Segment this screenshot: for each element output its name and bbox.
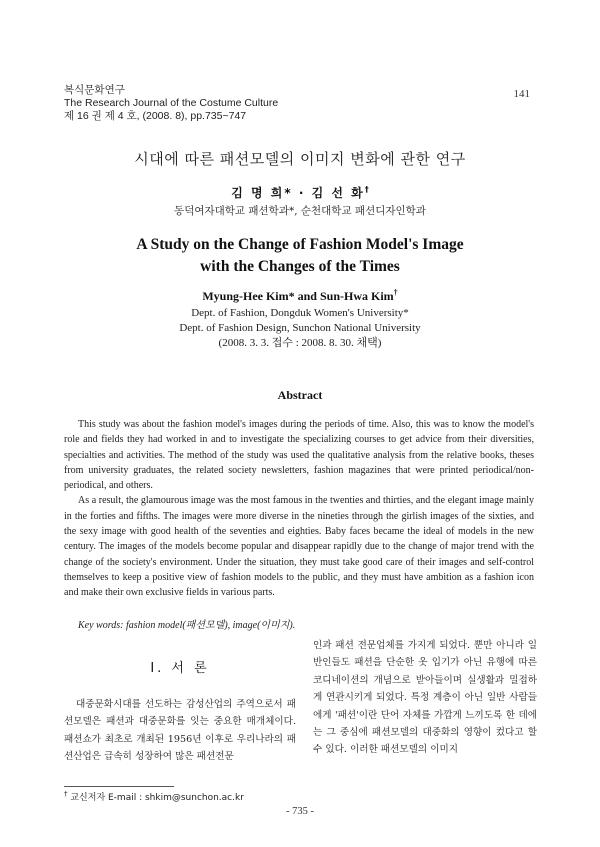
received-accepted-dates: (2008. 3. 3. 접수 : 2008. 8. 30. 채택): [218, 337, 382, 349]
abstract-paragraph-1: This study was about the fashion model's images during the periods of time. Also, this was to know the model's role and fields they had worked in and to investigate the specializing courses to get advice from their diversities, specialties and activities. The method of the study was used the qualitative analysis from the relative books, theses from university graduates, the related society newsletters, fashion magazines that were printed periodical/non-periodical, and others.: [64, 419, 534, 492]
keywords: Key words: fashion model(패션모델), image(이미지).: [78, 620, 296, 631]
abstract-body: [64, 417, 534, 601]
affiliation-korean: 동덕여자대학교 패션학과*, 순천대학교 패션디자인학과: [174, 205, 426, 217]
authors-korean: [0, 184, 600, 201]
journal-korean-name: 복식문화연구: [64, 84, 125, 96]
journal-header: [64, 84, 278, 123]
column-right: [313, 637, 537, 759]
abstract-heading: Abstract: [277, 388, 323, 402]
body-text-right: [313, 637, 537, 759]
footnote: [64, 790, 244, 803]
body-paragraph-right: 인과 패션 전문업체를 가지게 되었다. 뿐만 아니라 일반인들도 패션을 단순한 옷 입기가 아닌 유행에 따른 코디네이션의 개념으로 받아들이며 실생활과 밀접하게 연관시키게 되었다. 특정 계층이 아닌 일반 사람들에게 '패션'이란 단어 자체를 가깝게 느끼도록 한 데에는 그 중심에 패션모델의 대중화의 영향이 컸다고 할 수 있다. 이러한 패션모델의 이미지: [313, 640, 537, 756]
authors-korean-names: 김 명 희* · 김 선 화: [231, 186, 365, 200]
footnote-rule: [64, 786, 174, 787]
affiliation-english-line1: Dept. of Fashion, Dongduk Women's University*: [191, 307, 409, 319]
title-english-line1: A Study on the Change of Fashion Model's Image: [136, 236, 464, 253]
footnote-text: 교신저자 E-mail : shkim@sunchon.ac.kr: [67, 793, 244, 803]
journal-english-name: The Research Journal of the Costume Culture: [64, 97, 279, 109]
corresponding-author-mark-en: †: [393, 288, 398, 297]
column-left: [64, 652, 296, 766]
body-paragraph-left: 대중문화시대를 선도하는 감성산업의 주역으로서 패션모델은 패션과 대중문화를 잇는 중요한 매개체이다. 패션쇼가 최초로 개최된 1956년 이후로 우리나라의 패션산업은 급속히 성장하여 많은 패션전문: [64, 699, 296, 763]
abstract-paragraph-2: As a result, the glamourous image was the most famous in the twenties and thirties, and the elegant image mainly in the forties and fifths. The images were more diverse in the nineties through the girlish images of the sixties, and the sexy image with good health of the seventies and eighties. Baby faces became the ideal of models in the new century. The images of the models become popular and disappear rapidly due to the change of major trend with the change of the society's environment. Under the situation, they must take good care of their images and self-control themselves to keep a positive view of fashion models to the public, and they must have ambition as a fashion icon and make their own exclusive fields in various parts.: [64, 495, 534, 599]
affiliation-english: [0, 306, 600, 351]
footnote-mark: †: [64, 790, 68, 798]
section-heading-introduction: Ⅰ. 서 론: [150, 661, 210, 676]
page-number-bottom: - 735 -: [286, 806, 314, 817]
page-number-top: 141: [513, 88, 530, 100]
title-korean: 시대에 따른 패션모델의 이미지 변화에 관한 연구: [134, 150, 466, 168]
journal-volume-info: 제 16 권 제 4 호, (2008. 8), pp.735~747: [64, 110, 247, 122]
affiliation-english-line2: Dept. of Fashion Design, Sunchon National University: [179, 322, 421, 334]
body-text-left: [64, 696, 296, 766]
corresponding-author-mark: †: [364, 185, 369, 194]
authors-english: [0, 288, 600, 304]
title-english-line2: with the Changes of the Times: [200, 258, 400, 275]
authors-english-names: Myung-Hee Kim* and Sun-Hwa Kim: [202, 289, 394, 303]
title-english: [0, 234, 600, 278]
